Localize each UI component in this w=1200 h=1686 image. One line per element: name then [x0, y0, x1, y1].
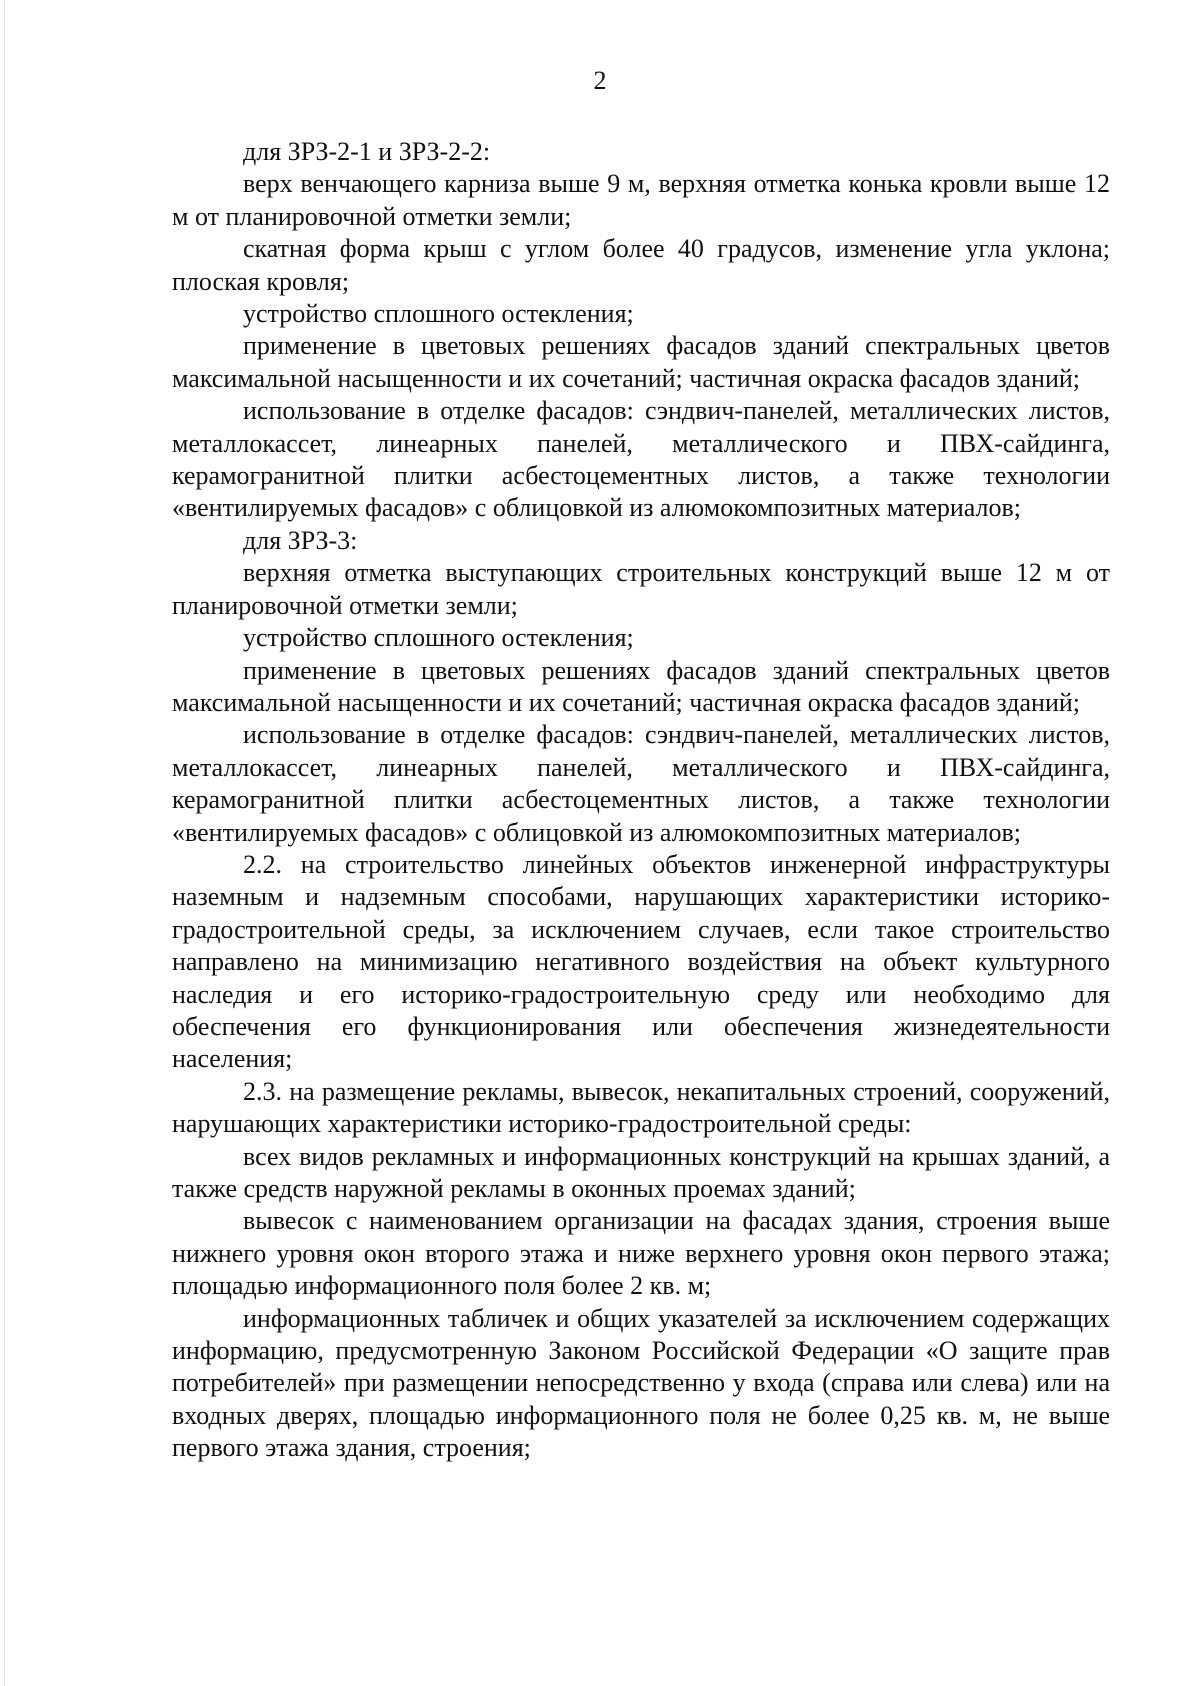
paragraph: для ЗРЗ-3: — [243, 525, 358, 555]
paragraph: информационных табличек и общих указателей за исключением содержащих информацию, предусмотренную Законом Российской Федерации «О защите прав потребителей» при размещении непосредственно у входа (справа или слева) или на входных дверях, площадью информационного поля не более 0,25 кв. м, не выше первого этажа здания, строения; — [172, 1303, 1110, 1463]
paragraph: устройство сплошного остекления; — [243, 299, 634, 329]
paragraph: вывесок с наименованием организации на фасадах здания, строения выше нижнего уровня окон второго этажа и ниже верхнего уровня окон первого этажа; площадью информационного поля более 2 кв. м; — [172, 1206, 1110, 1301]
paragraph: всех видов рекламных и информационных конструкций на крышах зданий, а также средств наружной рекламы в оконных проемах зданий; — [172, 1141, 1110, 1203]
paragraph: верх венчающего карниза выше 9 м, верхняя отметка конька кровли выше 12 м от планировочной отметки земли; — [172, 169, 1110, 231]
paragraph: скатная форма крыш с углом более 40 градусов, изменение угла уклона; плоская кровля; — [172, 234, 1110, 296]
document-body — [172, 136, 1110, 1465]
paragraph: для ЗРЗ-2-1 и ЗРЗ-2-2: — [243, 137, 491, 166]
paragraph: использование в отделке фасадов: сэндвич-панелей, металлических листов, металлокассет, линеарных панелей, металлического и ПВХ-сайдинга, керамогранитной плитки асбестоцементных листов, а также технологии «вентилируемых фасадов» с облицовкой из алюмокомпозитных материалов; — [172, 396, 1110, 523]
paragraph: устройство сплошного остекления; — [243, 623, 634, 653]
paragraph: 2.3. на размещение рекламы, вывесок, некапитальных строений, сооружений, нарушающих характеристики историко-градостроительной среды: — [172, 1076, 1110, 1139]
paragraph: 2.2. на строительство линейных объектов инженерной инфраструктуры наземным и надземным способами, нарушающих характеристики историко-градостроительной среды, за исключением случаев, если такое строительство направлено на минимизацию негативного воздействия на объект культурного наследия и его историко-градостроительную среду или необходимо для обеспечения его функционирования или обеспечения жизнедеятельности населения; — [172, 849, 1110, 1074]
paragraph: верхняя отметка выступающих строительных конструкций выше 12 м от планировочной отметки земли; — [172, 558, 1110, 620]
paragraph: применение в цветовых решениях фасадов зданий спектральных цветов максимальной насыщенности и их сочетаний; частичная окраска фасадов зданий; — [172, 331, 1110, 393]
scan-edge-line — [4, 0, 5, 1686]
paragraph: применение в цветовых решениях фасадов зданий спектральных цветов максимальной насыщенности и их сочетаний; частичная окраска фасадов зданий; — [172, 655, 1110, 717]
paragraph: использование в отделке фасадов: сэндвич-панелей, металлических листов, металлокассет, линеарных панелей, металлического и ПВХ-сайдинга, керамогранитной плитки асбестоцементных листов, а также технологии «вентилируемых фасадов» с облицовкой из алюмокомпозитных материалов; — [172, 720, 1110, 847]
page-number: 2 — [593, 66, 607, 95]
